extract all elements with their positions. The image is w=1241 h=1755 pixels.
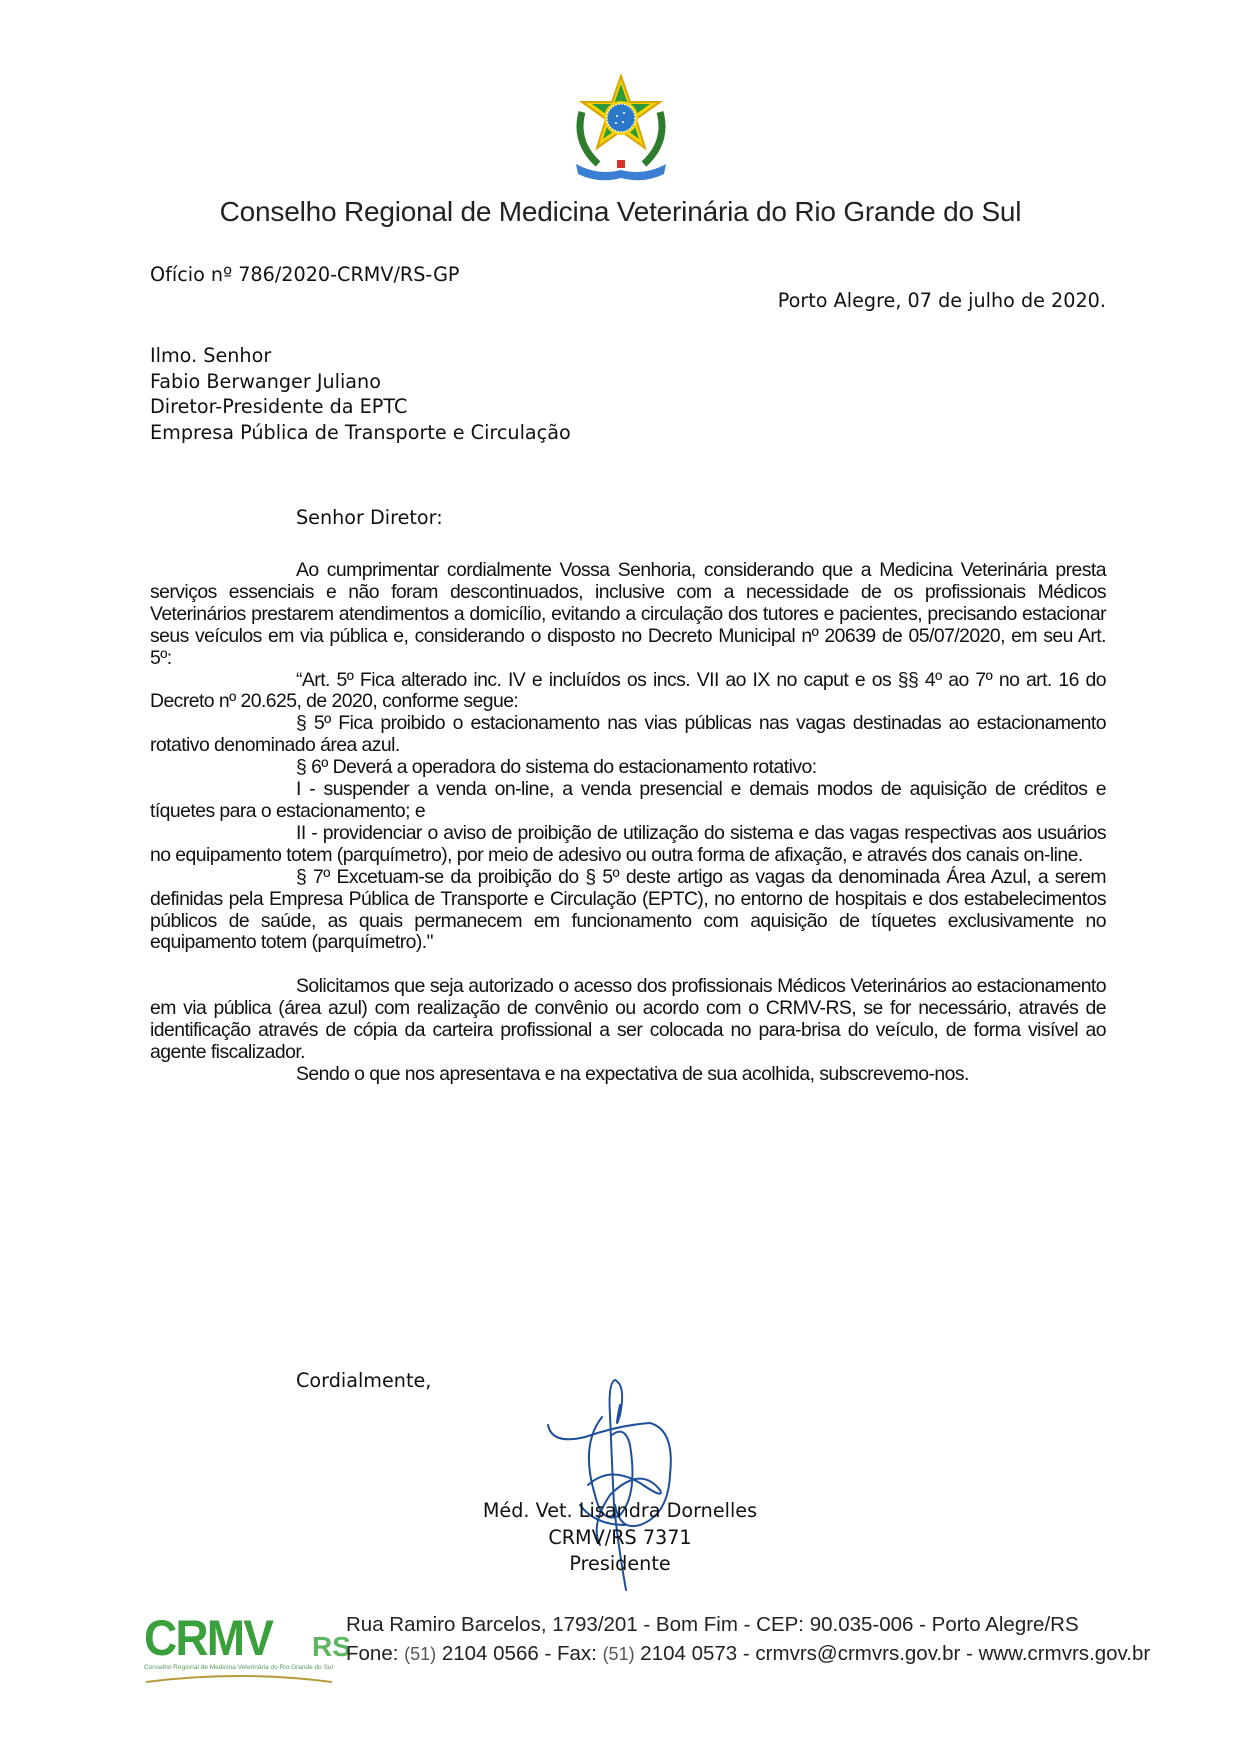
decree-quote-paragraph: “Art. 5º Fica alterado inc. IV e incluídos os incs. VII ao IX no caput e os §§ 4º ao 7º no art. 16 do Decreto nº 20.625, de 2020, conforme segue: <box>150 668 1106 713</box>
phone-number: 2104 0566 <box>441 1642 539 1665</box>
recipient-block <box>150 343 571 445</box>
letter-reference: Ofício nº 786/2020-CRMV/RS-GP <box>150 263 460 286</box>
footer-address: Rua Ramiro Barcelos, 1793/201 - Bom Fim - CEP: 90.035-006 - Porto Alegre/RS <box>346 1613 1079 1636</box>
place-date: Porto Alegre, 07 de julho de 2020. <box>777 289 1106 312</box>
decree-quote-paragraph: II - providenciar o aviso de proibição de utilização do sistema e das vagas respectivas aos usuários no equipamento totem (parquímetro), por meio de adesivo ou outra forma de afixação, e através dos canais on-line. <box>150 821 1106 866</box>
logo-swoosh-icon <box>144 1672 334 1686</box>
fax-label: Fax: <box>556 1642 597 1665</box>
signer-registration: CRMV/RS 7371 <box>548 1525 692 1549</box>
footer-contact <box>346 1610 1150 1669</box>
fax-number: 2104 0573 <box>640 1642 738 1665</box>
salutation: Senhor Diretor: <box>296 506 443 529</box>
letter-body <box>150 560 1106 1086</box>
decree-quote-paragraph: § 5º Fica proibido o estacionamento nas vias públicas nas vagas destinadas ao estacionamento rotativo denominado área azul. <box>150 712 1106 757</box>
closing: Cordialmente, <box>296 1369 432 1392</box>
website-link[interactable]: www.crmvrs.gov.br <box>978 1642 1151 1665</box>
footer-contact-line <box>346 1639 1150 1669</box>
separator: - <box>742 1642 750 1665</box>
recipient-title: Ilmo. Senhor <box>150 344 272 367</box>
email-link[interactable]: crmvrs@crmvrs.gov.br <box>755 1642 961 1665</box>
logo-main-text: CRMV <box>144 1610 273 1666</box>
body-paragraph: Solicitamos que seja autorizado o acesso dos profissionais Médicos Veterinários ao estacionamento em via pública (área azul) com realização de convênio ou acordo com o CRMV-RS, se for necessário, através de identificação através de cópia da carteira profissional a ser colocada no para-brisa do veículo, de forma visível ao agente fiscalizador. <box>150 975 1106 1064</box>
decree-quote-paragraph: § 7º Excetuam-se da proibição do § 5º deste artigo as vagas da denominada Área Azul, a serem definidas pela Empresa Pública de Transporte e Circulação (EPTC), no entorno de hospitais e dos estabelecimentos públicos de saúde, as quais permanecem em funcionamento com aquisição de tíquetes exclusivamente no equipamento totem (parquímetro)." <box>150 865 1106 954</box>
recipient-organization: Empresa Pública de Transporte e Circulação <box>150 420 571 444</box>
signer-block <box>420 1498 820 1578</box>
brazil-coat-of-arms-icon <box>568 72 674 184</box>
decree-quote-paragraph: § 6º Deverá a operadora do sistema do estacionamento rotativo: <box>296 756 817 779</box>
logo-subtitle: Conselho Regional de Medicina Veterinária do Rio Grande do Sul <box>144 1664 333 1671</box>
body-paragraph: Ao cumprimentar cordialmente Vossa Senhoria, considerando que a Medicina Veterinária presta serviços essenciais e não foram descontinuados, inclusive com a necessidade de os profissionais Médicos Veterinários prestarem atendimentos a domicílio, evitando a circulação dos tutores e pacientes, precisando estacionar seus veículos em via pública e, considerando o disposto no Decreto Municipal nº 20639 de 05/07/2020, em seu Art. 5º: <box>150 559 1106 669</box>
recipient-name: Fabio Berwanger Juliano <box>150 369 381 393</box>
phone-area: (51) <box>404 1644 437 1664</box>
separator: - <box>544 1642 552 1665</box>
crmv-rs-logo <box>144 1610 351 1690</box>
fax-area: (51) <box>602 1644 635 1664</box>
phone-label: Fone: <box>346 1642 399 1665</box>
decree-quote-paragraph: I - suspender a venda on-line, a venda presencial e demais modos de aquisição de créditos e tíquetes para o estacionamento; e <box>150 778 1106 822</box>
body-paragraph: Sendo o que nos apresentava e na expectativa de sua acolhida, subscrevemo-nos. <box>296 1062 969 1085</box>
organization-title: Conselho Regional de Medicina Veterinária do Rio Grande do Sul <box>219 196 1022 227</box>
signer-role: Presidente <box>569 1552 671 1575</box>
logo-suffix-text: RS <box>312 1631 351 1662</box>
separator: - <box>966 1642 973 1665</box>
recipient-position: Diretor-Presidente da EPTC <box>150 395 408 418</box>
signer-name: Méd. Vet. Lisandra Dornelles <box>482 1499 758 1522</box>
